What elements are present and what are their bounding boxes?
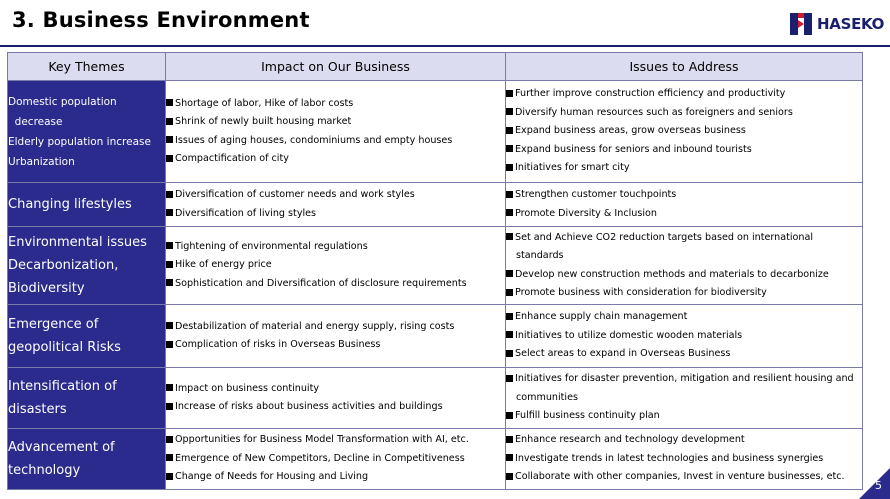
bullet-square-icon <box>166 209 173 216</box>
list-item: Impact on business continuity <box>166 380 505 399</box>
theme-cell <box>8 368 166 429</box>
theme-line: Emergence of <box>8 317 99 332</box>
page-title: 3. Business Environment <box>12 8 310 32</box>
list-item: Opportunities for Business Model Transformation with AI, etc. <box>166 431 505 450</box>
bullet-square-icon <box>166 136 173 143</box>
list-item: Issues of aging houses, condominiums and empty houses <box>166 132 505 151</box>
theme-line: Domestic population <box>8 95 117 108</box>
bullet-square-icon <box>166 384 173 391</box>
table-row <box>8 81 863 183</box>
list-item: Emergence of New Competitors, Decline in Competitiveness <box>166 450 505 469</box>
bullet-square-icon <box>506 145 513 152</box>
bullet-square-icon <box>506 233 513 240</box>
list-item: Select areas to expand in Overseas Business <box>506 345 862 364</box>
list-item: Initiatives for smart city <box>506 159 862 178</box>
theme-line: Advancement of <box>8 440 115 455</box>
theme-cell <box>8 183 166 227</box>
table-header-row <box>8 53 863 81</box>
list-item: Enhance research and technology development <box>506 431 862 450</box>
issues-cell <box>506 368 863 429</box>
issues-cell <box>506 227 863 305</box>
impact-cell <box>166 305 506 368</box>
bullet-square-icon <box>166 118 173 125</box>
theme-cell <box>8 305 166 368</box>
list-item: Sophistication and Diversification of disclosure requirements <box>166 275 505 294</box>
bullet-square-icon <box>506 375 513 382</box>
bullet-square-icon <box>506 454 513 461</box>
haseko-logo-icon <box>790 13 812 35</box>
bullet-square-icon <box>166 454 173 461</box>
bullet-square-icon <box>166 403 173 410</box>
table-row <box>8 305 863 368</box>
list-item: Develop new construction methods and materials to decarbonize <box>506 266 862 285</box>
list-item: Tightening of environmental regulations <box>166 238 505 257</box>
bullet-square-icon <box>166 436 173 443</box>
list-item: Diversify human resources such as foreigners and seniors <box>506 104 862 123</box>
business-environment-table <box>7 52 863 490</box>
bullet-square-icon <box>506 289 513 296</box>
list-item: Complication of risks in Overseas Business <box>166 336 505 355</box>
issues-cell <box>506 183 863 227</box>
bullet-square-icon <box>506 209 513 216</box>
bullet-square-icon <box>506 473 513 480</box>
list-item: Diversification of living styles <box>166 205 505 224</box>
theme-line: technology <box>8 463 81 478</box>
theme-line: Biodiversity <box>8 281 85 296</box>
list-item: Initiatives to utilize domestic wooden materials <box>506 327 862 346</box>
page-number-badge <box>859 468 890 499</box>
company-logo <box>790 13 884 35</box>
list-item: Increase of risks about business activities and buildings <box>166 398 505 417</box>
list-item: Expand business for seniors and inbound tourists <box>506 141 862 160</box>
issues-cell <box>506 81 863 183</box>
list-item: Compactification of city <box>166 150 505 169</box>
bullet-square-icon <box>506 108 513 115</box>
list-item: Investigate trends in latest technologies and business synergies <box>506 450 862 469</box>
list-item-continuation: communities <box>516 391 578 403</box>
bullet-square-icon <box>506 191 513 198</box>
bullet-square-icon <box>166 473 173 480</box>
bullet-square-icon <box>166 279 173 286</box>
list-item: Shrink of newly built housing market <box>166 113 505 132</box>
list-item-continuation: standards <box>516 250 564 261</box>
table-row <box>8 368 863 429</box>
column-header-impact: Impact on Our Business <box>166 53 506 81</box>
column-header-key-themes: Key Themes <box>8 53 166 81</box>
bullet-square-icon <box>506 313 513 320</box>
list-item: Expand business areas, grow overseas business <box>506 122 862 141</box>
theme-line: Changing lifestyles <box>8 197 132 212</box>
impact-cell <box>166 227 506 305</box>
impact-cell <box>166 368 506 429</box>
list-item: Promote Diversity & Inclusion <box>506 205 862 224</box>
bullet-square-icon <box>506 436 513 443</box>
theme-line: Decarbonization, <box>8 258 119 273</box>
list-item: Set and Achieve CO2 reduction targets based on international <box>506 229 862 248</box>
list-item: Change of Needs for Housing and Living <box>166 468 505 487</box>
issues-cell <box>506 305 863 368</box>
title-underline <box>0 45 890 47</box>
bullet-square-icon <box>506 164 513 171</box>
list-item: Hike of energy price <box>166 256 505 275</box>
theme-line: Intensification of <box>8 379 117 394</box>
list-item: Enhance supply chain management <box>506 308 862 327</box>
theme-cell <box>8 227 166 305</box>
bullet-square-icon <box>506 331 513 338</box>
impact-cell <box>166 183 506 227</box>
bullet-square-icon <box>166 191 173 198</box>
bullet-square-icon <box>166 155 173 162</box>
bullet-square-icon <box>166 99 173 106</box>
list-item: Initiatives for disaster prevention, mitigation and resilient housing and <box>506 370 862 389</box>
logo-text: HASEKO <box>817 15 885 33</box>
theme-line: decrease <box>8 115 63 128</box>
list-item: Further improve construction efficiency and productivity <box>506 85 862 104</box>
bullet-square-icon <box>166 322 173 329</box>
bullet-square-icon <box>506 127 513 134</box>
impact-cell <box>166 429 506 490</box>
theme-line: Elderly population increase <box>8 135 151 148</box>
issues-cell <box>506 429 863 490</box>
list-item: Diversification of customer needs and work styles <box>166 186 505 205</box>
table-row <box>8 227 863 305</box>
table-row <box>8 429 863 490</box>
theme-line: geopolitical Risks <box>8 340 121 355</box>
theme-line: disasters <box>8 402 67 417</box>
theme-cell <box>8 81 166 183</box>
bullet-square-icon <box>506 270 513 277</box>
bullet-square-icon <box>166 242 173 249</box>
bullet-square-icon <box>166 341 173 348</box>
bullet-square-icon <box>166 261 173 268</box>
theme-line: Environmental issues <box>8 235 147 250</box>
bullet-square-icon <box>506 350 513 357</box>
list-item: Shortage of labor, Hike of labor costs <box>166 95 505 114</box>
theme-cell <box>8 429 166 490</box>
page-number: 5 <box>875 479 882 492</box>
list-item: Fulfill business continuity plan <box>506 407 862 426</box>
impact-cell <box>166 81 506 183</box>
column-header-issues: Issues to Address <box>506 53 863 81</box>
bullet-square-icon <box>506 90 513 97</box>
list-item: Destabilization of material and energy supply, rising costs <box>166 318 505 337</box>
list-item: Collaborate with other companies, Invest in venture businesses, etc. <box>506 468 862 487</box>
table-row <box>8 183 863 227</box>
bullet-square-icon <box>506 412 513 419</box>
list-item: Promote business with consideration for biodiversity <box>506 284 862 303</box>
theme-line: Urbanization <box>8 155 75 168</box>
list-item: Strengthen customer touchpoints <box>506 186 862 205</box>
